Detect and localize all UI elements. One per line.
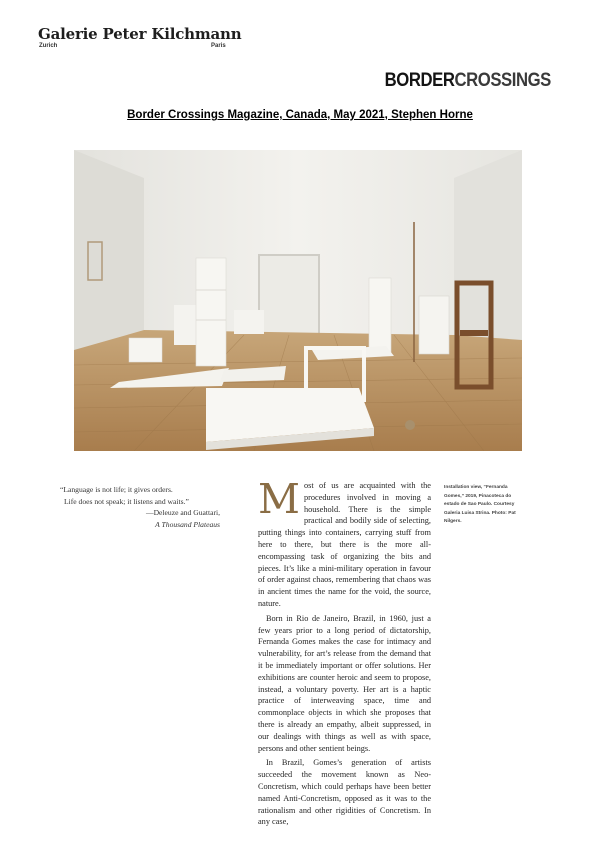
epigraph-book-title: A Thousand Plateaus — [155, 519, 220, 529]
article-paragraph — [258, 475, 431, 610]
epigraph-line-1: “Language is not life; it gives orders. — [60, 485, 173, 494]
epigraph — [60, 484, 220, 530]
epigraph-attribution: —Deleuze and Guattari, — [145, 508, 220, 517]
magazine-masthead — [385, 70, 551, 92]
article-paragraph: In Brazil, Gomes’s generation of artists succeeded the movement known as Neo-Concretism, which could perhaps have been better named Anti-Concretism, opposed as it was to the rationalism and other rigidities of Concretism. In any case, — [258, 758, 431, 827]
gallery-name: Galerie Peter Kilchmann — [38, 25, 242, 43]
photo-caption: Installation view, “Fernanda Gomes,” 2019, Pinacoteca do estado de Sao Paulo. Courtesy Galeria Luisa Strina. Photo: Pat Nilgers. — [444, 485, 516, 525]
drop-cap: M — [258, 475, 300, 523]
gallery-city-zurich: Zurich — [39, 43, 58, 49]
paragraph-text: ost of us are acquainted with the procedures involved in moving a household. There is the simple practical and bodily side of selecting, putting things into containers, carrying stuff from here to there, but there is the more all-encompassing task of organizing the bits and pieces. It’s like a mini-military operation in favour of order against chaos, remembering that chaos was in ancient times the name for the void, the source, nature. — [258, 481, 431, 608]
installation-photo — [74, 150, 522, 451]
article-headline: Border Crossings Magazine, Canada, May 2021, Stephen Horne — [127, 109, 473, 121]
gallery-city-paris: Paris — [211, 43, 226, 49]
article-paragraph: Born in Rio de Janeiro, Brazil, in 1960, just a few years prior to a long period of dictatorship, Fernanda Gomes makes the case for intimacy and vulnerability, for art’s release from the demand that it be immediately important or offer solutions. Her exhibitions are counter heroic and seem to propose, instead, a voluntary poverty. Her art is a haptic practice of interweaving space, time and commonplace objects in which she proposes that there is already an empathy, albeit suppressed, in our dealings with things as well as with space, persons and other sentient beings. — [258, 613, 431, 753]
article-body — [258, 475, 431, 831]
epigraph-line-2: Life does not speak; it listens and waits.” — [64, 496, 189, 506]
masthead-part2: CROSSINGS — [454, 70, 551, 91]
masthead-part1: BORDER — [384, 70, 455, 91]
